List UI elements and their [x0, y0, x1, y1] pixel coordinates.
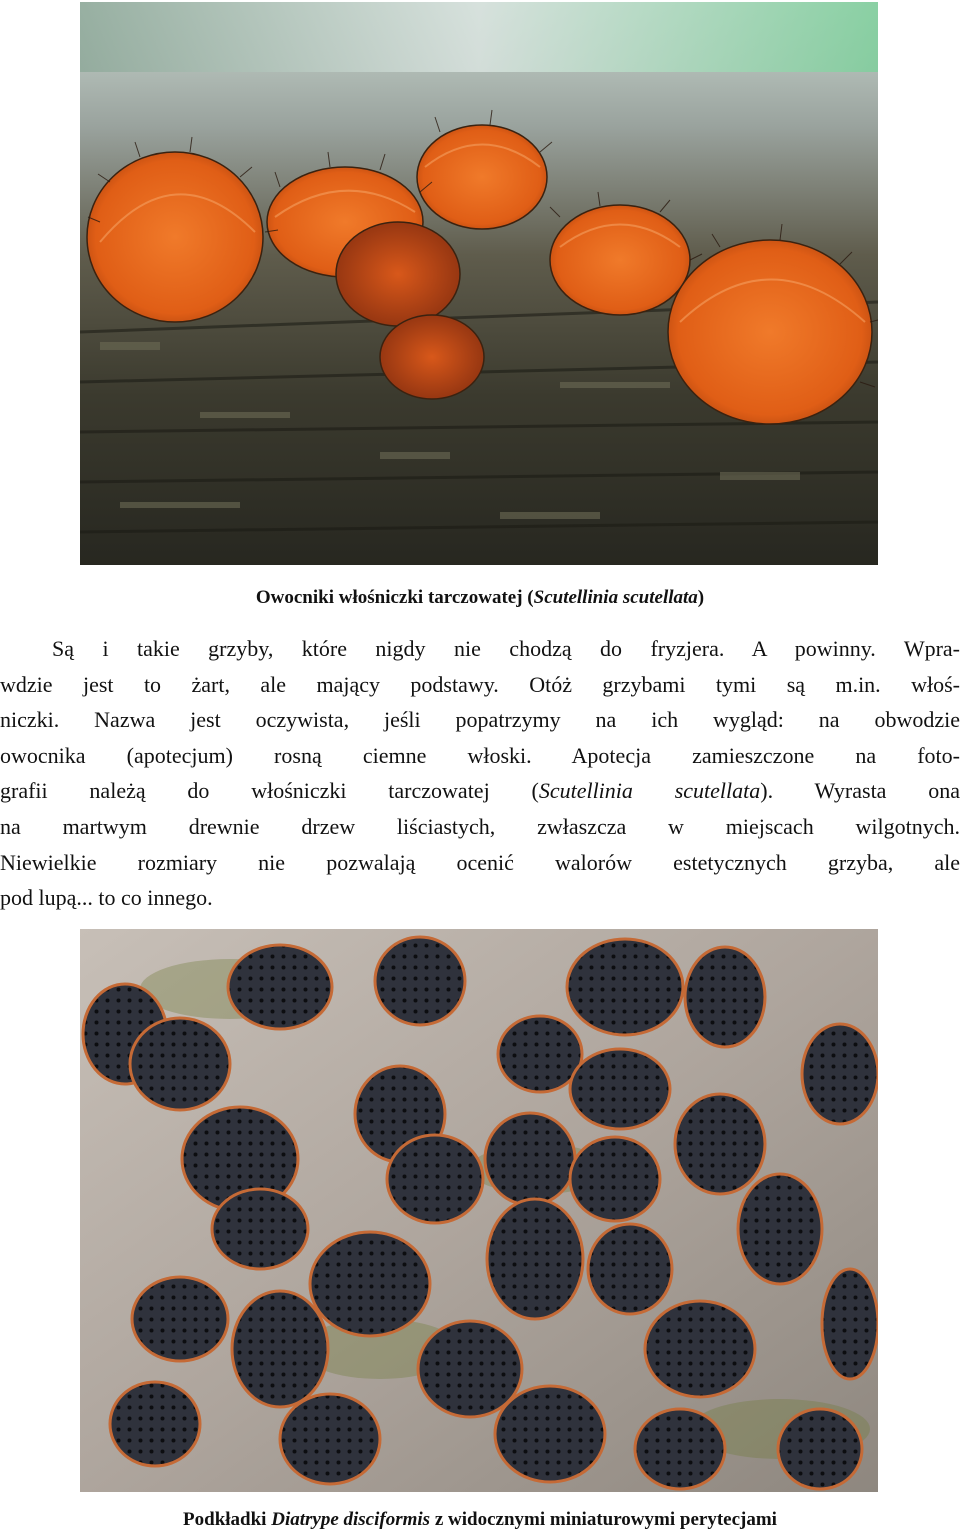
caption-top-close: ) — [697, 587, 705, 608]
figure-caption-top — [0, 586, 960, 610]
paragraph-line: na martwym drewnie drzew liściastych, zwłaszcza w miejscach wilgotnych. — [0, 813, 960, 839]
paragraph-line: Niewielkie rozmiary nie pozwalają ocenić walorów estetycznych grzyba, ale — [0, 849, 960, 875]
scutellinia-photo — [80, 2, 878, 565]
diatrype-photo — [80, 929, 878, 1492]
caption-top-species: Scutellinia scutellata — [533, 587, 698, 608]
caption-bottom-species: Diatrype disciformis — [271, 1509, 431, 1530]
figure-caption-bottom — [0, 1508, 960, 1532]
paragraph-line: owocnika (apotecjum) rosną ciemne włoski. Apotecja zamieszczone na foto- — [0, 742, 960, 768]
paragraph-line: pod lupą... to co innego. — [0, 885, 213, 911]
caption-top-text: Owocniki włośniczki tarczowatej ( — [255, 587, 534, 608]
paragraph-line: niczki. Nazwa jest oczywista, jeśli popatrzymy na ich wygląd: na obwodzie — [0, 707, 960, 733]
paragraph-line: wdzie jest to żart, ale mający podstawy. Otóż grzybami tymi są m.in. włoś- — [0, 671, 960, 697]
caption-bottom-text: Podkładki — [183, 1509, 272, 1530]
paragraph-line: Są i takie grzyby, które nigdy nie chodzą do fryzjera. A powinny. Wpra- — [52, 636, 960, 661]
caption-bottom-rest: z widocznymi miniaturowymi perytecjami — [430, 1509, 777, 1530]
paragraph-line: grafii należą do włośniczki tarczowatej (Scutellinia scutellata). Wyrasta ona — [0, 778, 960, 804]
species-name-italic: Scutellinia scutellata — [538, 778, 761, 804]
article-paragraph — [0, 631, 960, 916]
